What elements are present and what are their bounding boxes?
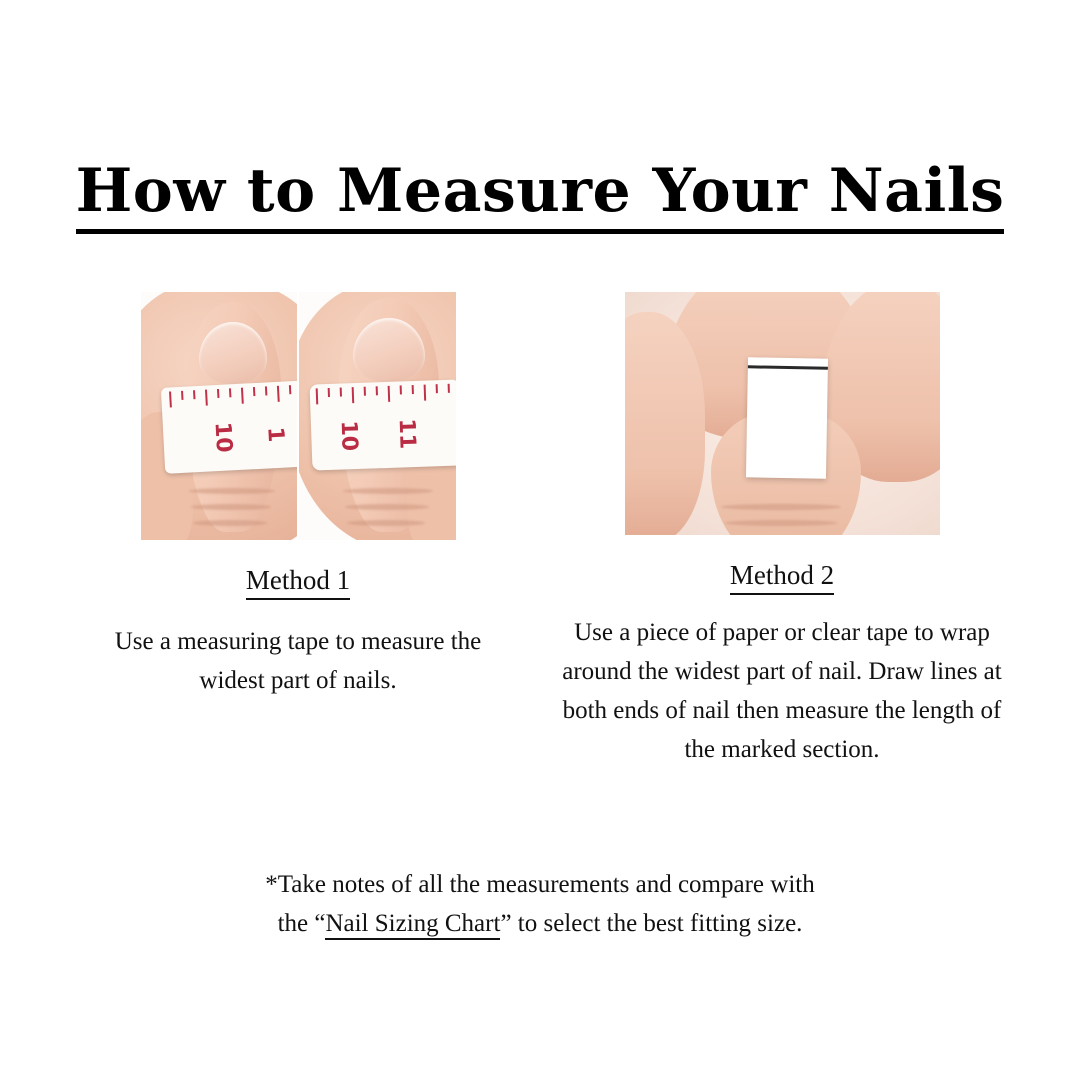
tape-number-10: 10 bbox=[209, 421, 236, 454]
measuring-tape-illustration bbox=[141, 292, 456, 540]
tape-tick-row bbox=[310, 383, 456, 406]
page-title: How to Measure Your Nails bbox=[76, 160, 1005, 234]
tape-number-10: 10 bbox=[335, 420, 362, 452]
footnote-line-2-before: the “ bbox=[277, 910, 326, 937]
paper-mark-line-top bbox=[747, 365, 827, 369]
tape-number-11: 11 bbox=[393, 418, 420, 450]
nail-sizing-chart-link[interactable]: Nail Sizing Chart bbox=[325, 910, 500, 940]
method-2-label: Method 2 bbox=[730, 559, 834, 595]
method-2-image bbox=[625, 292, 940, 535]
method-2-column bbox=[547, 292, 1017, 769]
measuring-tape-photo-left bbox=[141, 292, 298, 540]
method-1-label: Method 1 bbox=[246, 564, 350, 600]
method-1-image bbox=[141, 292, 456, 540]
measuring-tape-photo-right bbox=[297, 292, 456, 540]
footnote-line-1: *Take notes of all the measurements and compare with bbox=[265, 871, 815, 898]
measuring-tape-band bbox=[160, 380, 297, 474]
page-title-container bbox=[0, 156, 1080, 234]
method-1-caption: Use a measuring tape to measure the widest part of nails. bbox=[114, 628, 482, 695]
tape-number-11-partial: 1 bbox=[261, 426, 288, 443]
tape-tick-row bbox=[161, 384, 297, 410]
fingernail-shape bbox=[199, 322, 267, 384]
methods-row bbox=[0, 292, 1080, 769]
method-1-column bbox=[63, 292, 533, 700]
footnote bbox=[0, 865, 1080, 943]
measuring-tape-band bbox=[310, 379, 456, 470]
footnote-line-2-after: ” to select the best fitting size. bbox=[500, 910, 803, 937]
footnote-line-2 bbox=[0, 904, 1080, 943]
paper-strip-illustration bbox=[625, 292, 940, 535]
paper-strip bbox=[745, 357, 827, 478]
method-2-caption: Use a piece of paper or clear tape to wrap around the widest part of nail. Draw lines at both ends of nail then measure the length of the marked section. bbox=[562, 619, 1002, 764]
